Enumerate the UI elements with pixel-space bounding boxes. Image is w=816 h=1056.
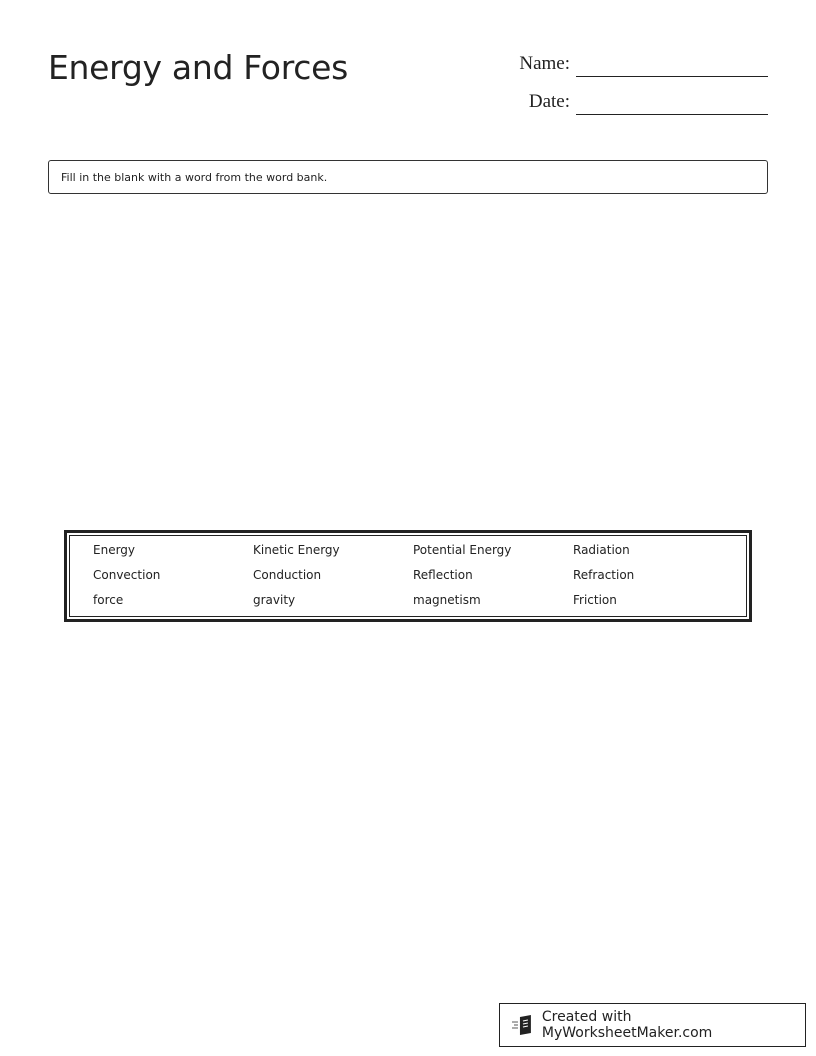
word-bank-item: Refraction [573,568,635,582]
word-bank-item: force [93,593,124,607]
word-bank [64,530,752,622]
worksheet-logo-icon [512,1014,534,1036]
name-label: Name: [519,53,570,74]
date-field[interactable] [576,114,768,115]
word-bank-item: Radiation [573,543,630,557]
footer-badge [499,1003,806,1047]
word-bank-grid [93,543,733,618]
footer-text: Created with MyWorksheetMaker.com [541,1009,713,1041]
word-bank-item: Kinetic Energy [253,543,340,557]
word-bank-item: Reflection [413,568,473,582]
word-bank-item: Friction [573,593,617,607]
word-bank-item: Energy [93,543,136,557]
word-bank-item: Convection [93,568,161,582]
name-field[interactable] [576,76,768,77]
date-label: Date: [528,91,570,112]
word-bank-item: Conduction [253,568,322,582]
date-label-wrap [440,91,570,115]
instructions-box: Fill in the blank with a word from the word bank. [48,160,768,194]
page-title: Energy and Forces [48,48,348,87]
word-bank-item: Potential Energy [413,543,512,557]
word-bank-item: gravity [253,593,296,607]
name-label-wrap [440,53,570,77]
word-bank-item: magnetism [413,593,481,607]
